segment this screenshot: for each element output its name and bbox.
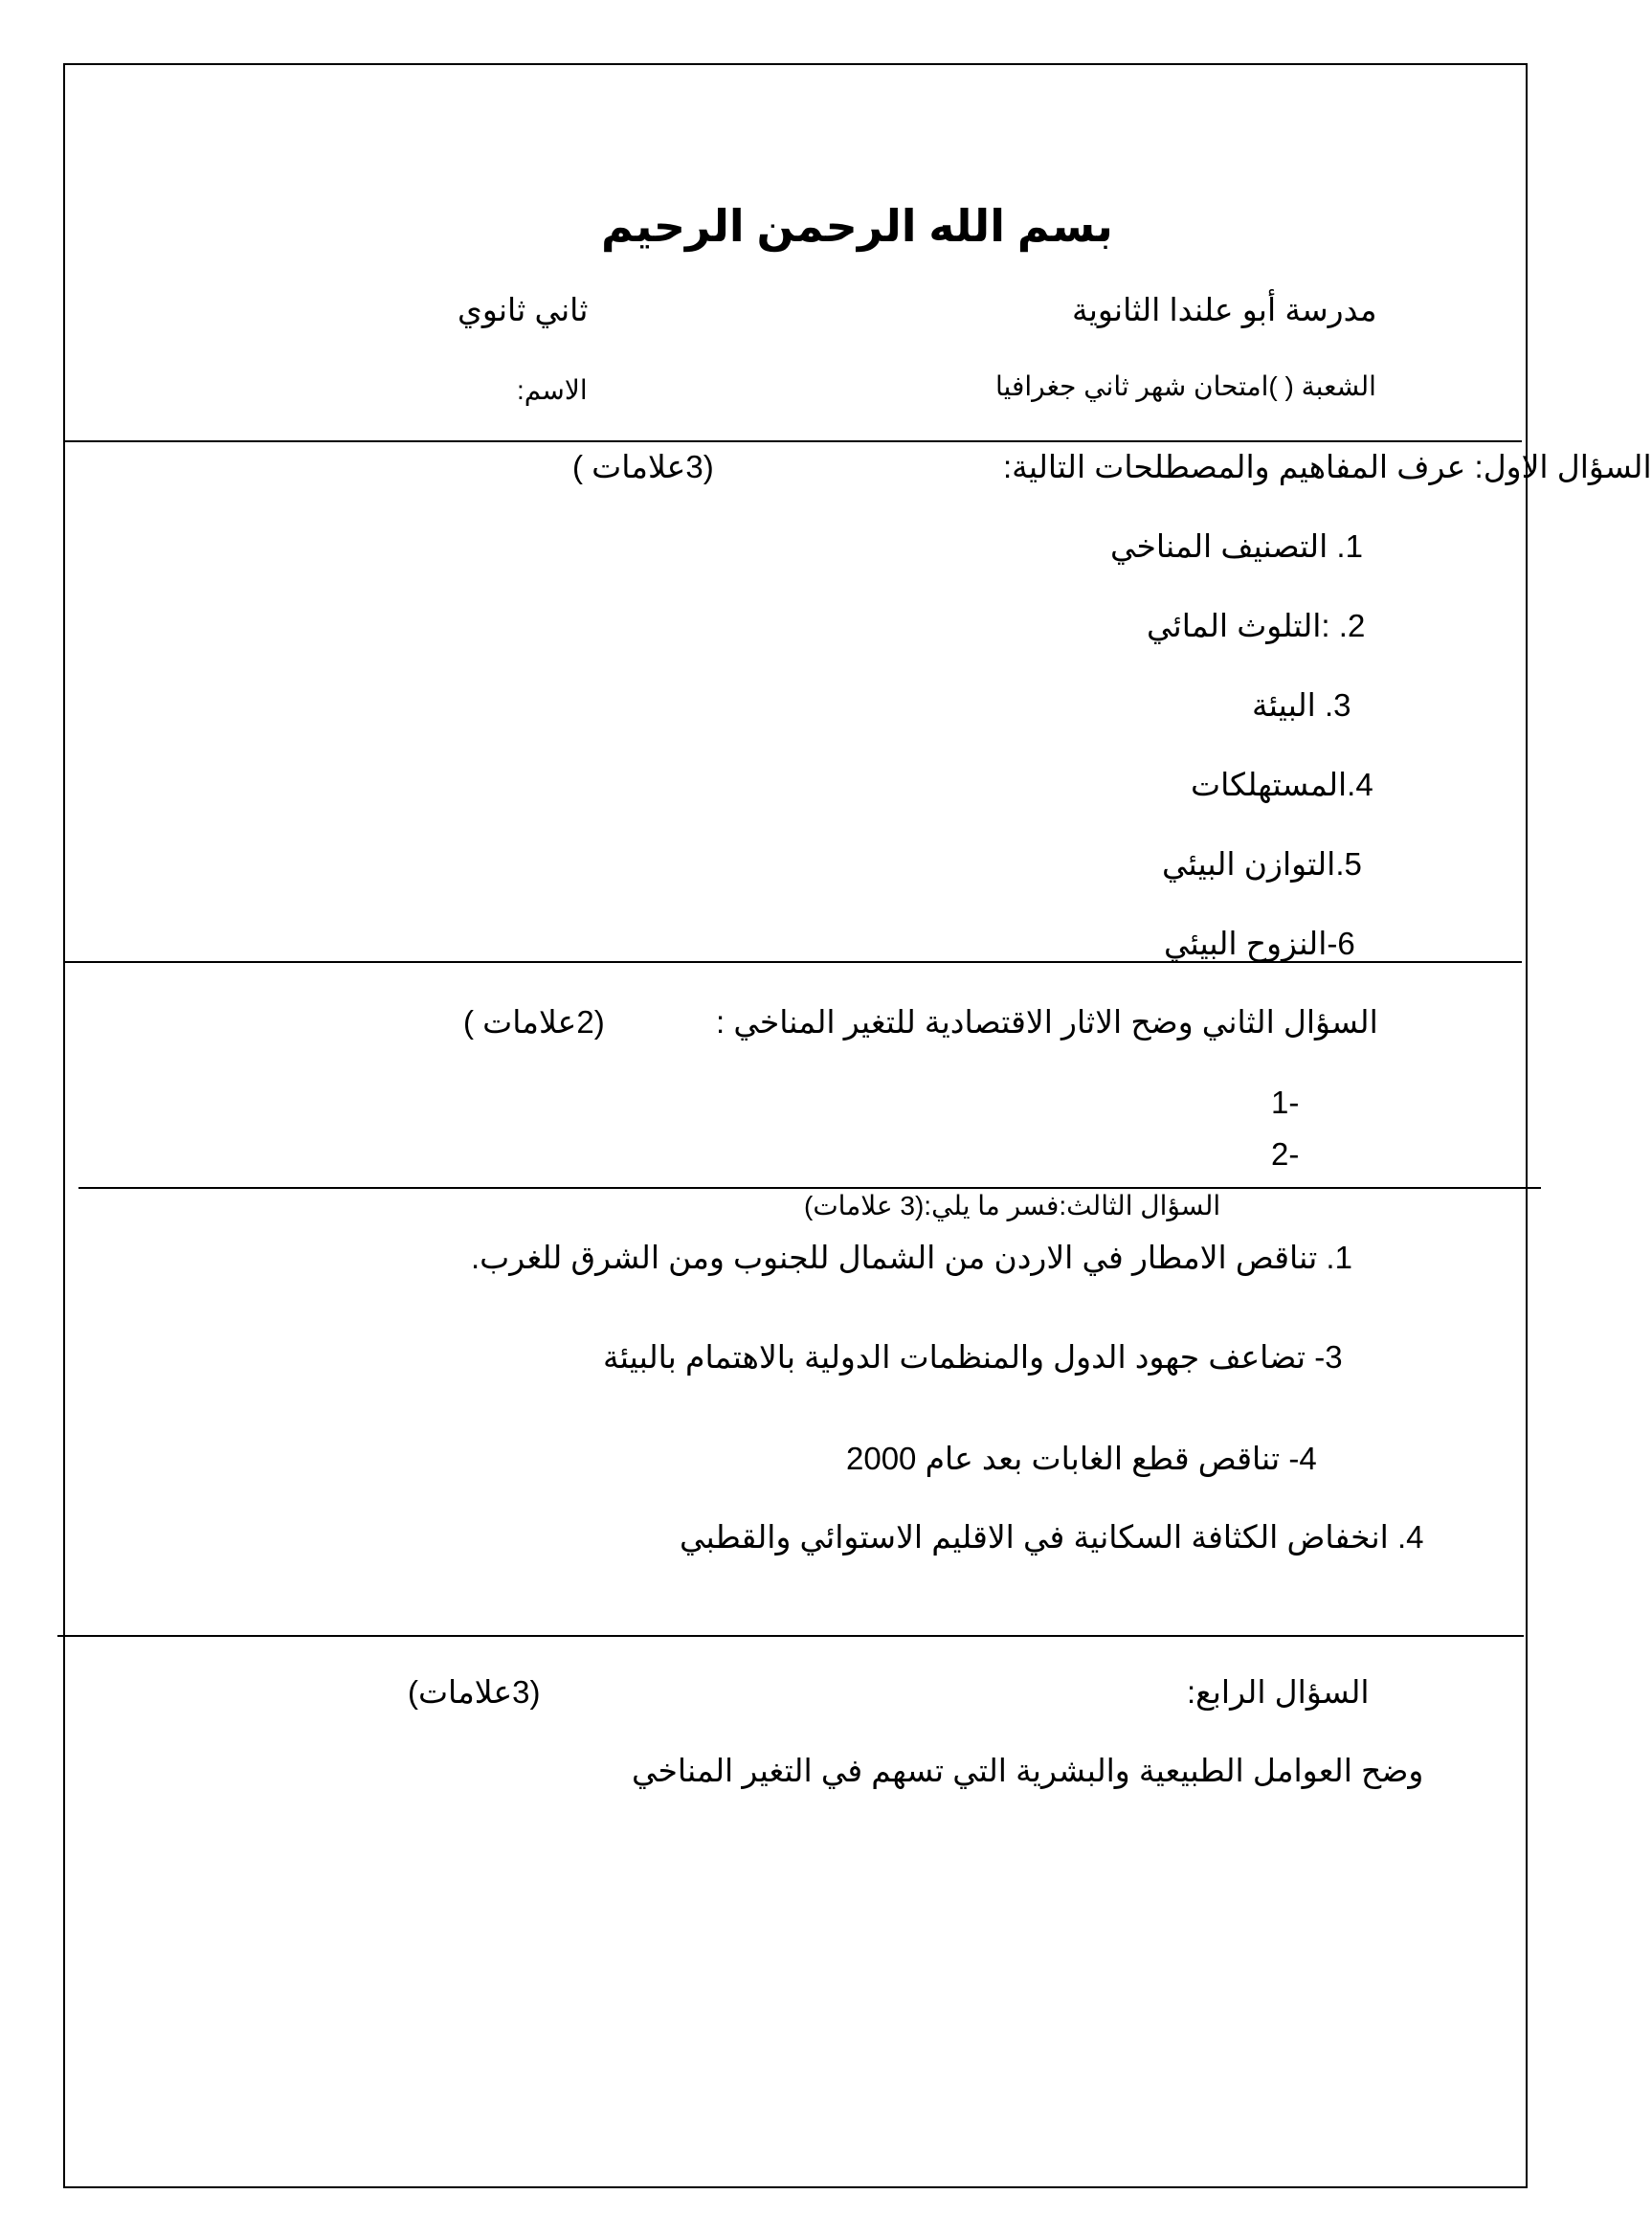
- school-name: مدرسة أبو علندا الثانوية: [1072, 292, 1377, 327]
- q2-marks: (2علامات ): [463, 1004, 605, 1040]
- q1-marks: (3علامات ): [572, 449, 714, 484]
- q1-item-1: 1. التصنيف المناخي: [1110, 528, 1363, 564]
- q3-item-3: 4- تناقص قطع الغابات بعد عام 2000: [846, 1441, 1317, 1476]
- divider-header: [63, 440, 1522, 442]
- q1-item-2: 2. :التلوث المائي: [1147, 608, 1366, 643]
- student-name-label: الاسم:: [517, 375, 588, 405]
- q3-item-4: 4. انخفاض الكثافة السكانية في الاقليم الاستوائي والقطبي: [680, 1519, 1424, 1555]
- grade-label: ثاني ثانوي: [458, 292, 589, 327]
- q2-answer-2: 2-: [1271, 1136, 1300, 1172]
- q1-item-5: 5.التوازن البيئي: [1162, 846, 1362, 882]
- q2-answer-1: 1-: [1271, 1085, 1300, 1120]
- q1-item-6: 6-النزوح البيئي: [1164, 926, 1355, 961]
- q4-title: السؤال الرابع:: [1187, 1674, 1370, 1710]
- q3-item-2: 3- تضاعف جهود الدول والمنظمات الدولية بالاهتمام بالبيئة: [603, 1339, 1343, 1375]
- q1-item-4: 4.المستهلكات: [1191, 767, 1373, 802]
- section-exam-label: الشعبة ( )امتحان شهر ثاني جغرافيا: [995, 371, 1376, 401]
- divider-q3: [57, 1635, 1524, 1637]
- basmala-title: بسم الله الرحمن الرحيم: [601, 201, 1113, 251]
- q1-item-3: 3. البيئة: [1252, 687, 1351, 723]
- q1-title: السؤال الاول: عرف المفاهيم والمصطلحات التالية:: [1003, 449, 1652, 484]
- q3-title: السؤال الثالث:فسر ما يلي:(3 علامات): [804, 1191, 1221, 1220]
- q4-text: وضح العوامل الطبيعية والبشرية التي تسهم في التغير المناخي: [632, 1753, 1424, 1788]
- q2-title: السؤال الثاني وضح الاثار الاقتصادية للتغير المناخي :: [716, 1004, 1378, 1040]
- q3-item-1: 1. تناقص الامطار في الاردن من الشمال للجنوب ومن الشرق للغرب.: [471, 1240, 1352, 1275]
- q4-marks: (3علامات): [408, 1674, 541, 1710]
- divider-q1: [63, 961, 1522, 963]
